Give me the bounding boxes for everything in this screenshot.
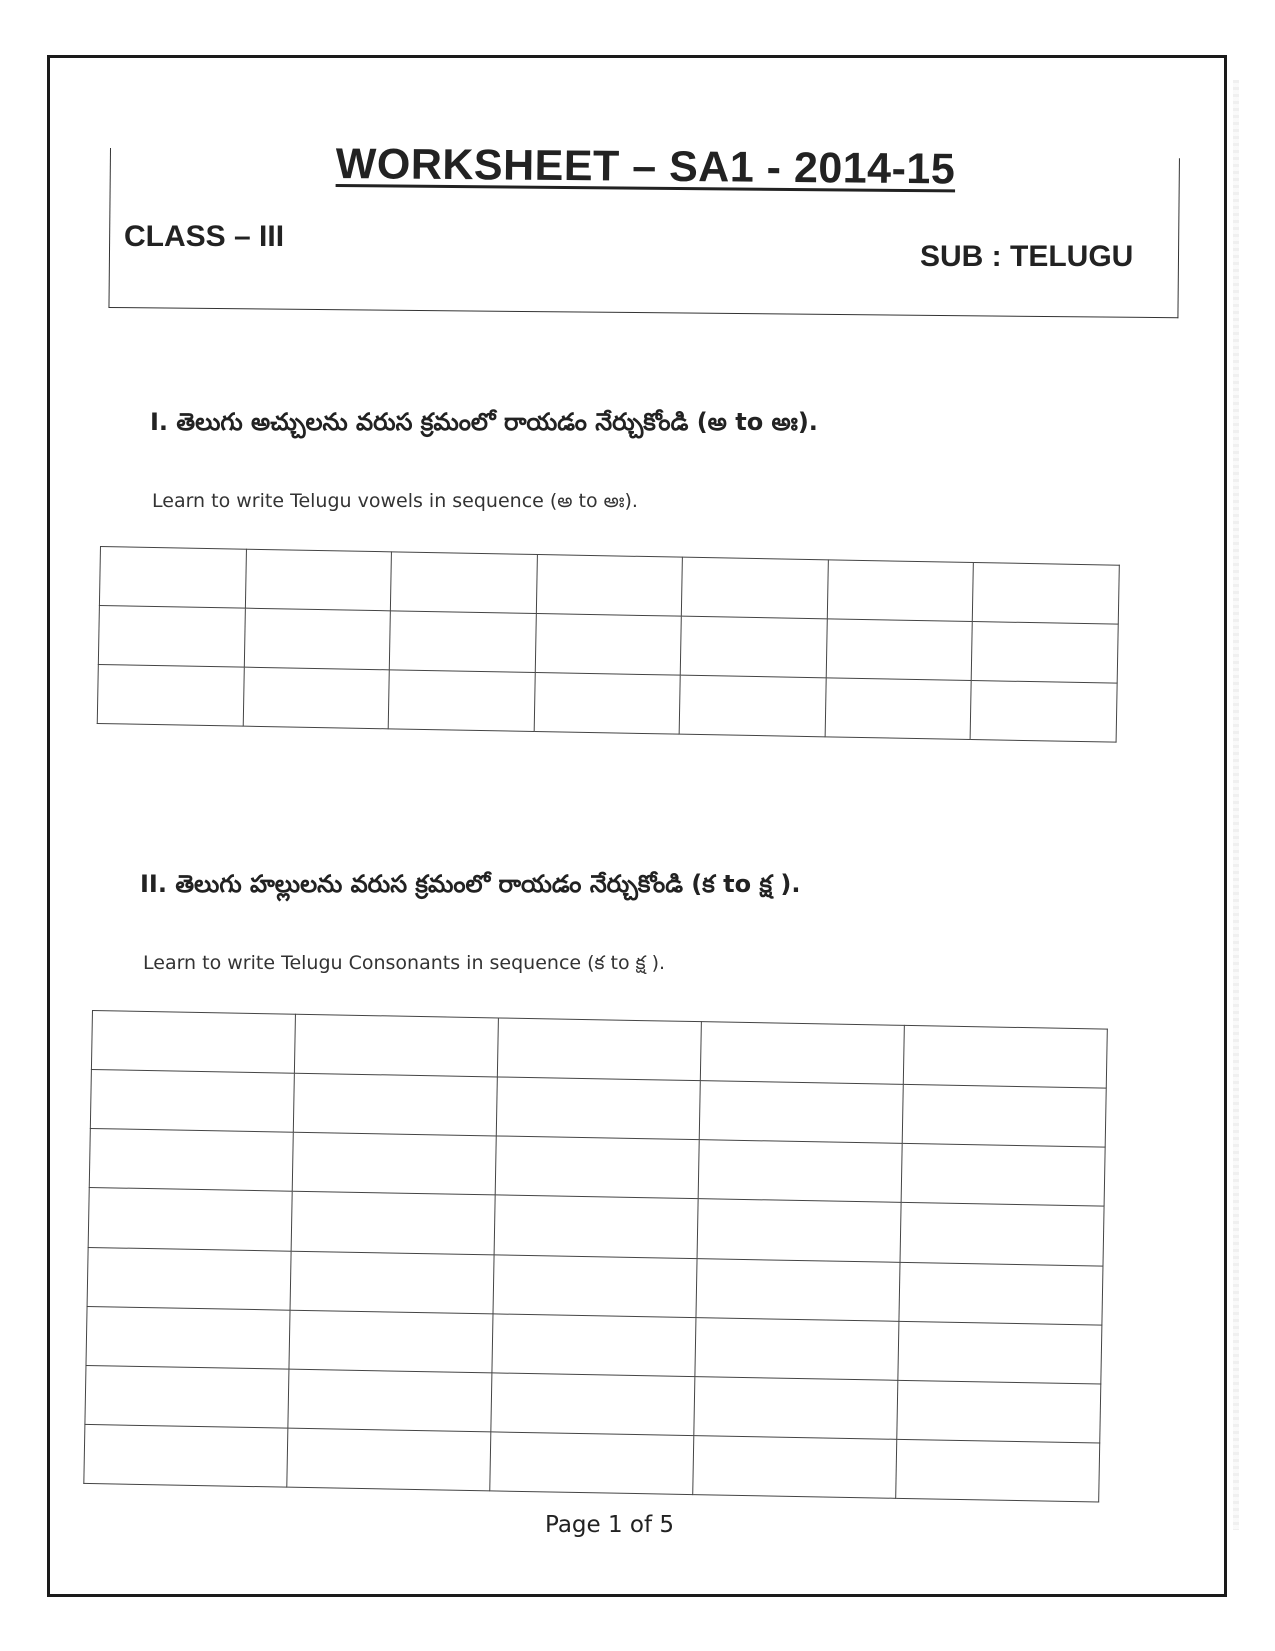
vowel-writing-cell[interactable] [827, 560, 974, 622]
vowel-writing-cell[interactable] [534, 672, 681, 734]
consonant-writing-cell[interactable] [292, 1132, 496, 1195]
vowel-writing-cell[interactable] [679, 675, 826, 737]
consonant-writing-cell[interactable] [696, 1258, 900, 1321]
consonant-writing-cell[interactable] [490, 1432, 694, 1495]
vowel-writing-cell[interactable] [97, 664, 244, 726]
section2-subtitle: Learn to write Telugu Consonants in sequence (క to క్ష ). [143, 952, 666, 974]
consonant-writing-cell[interactable] [897, 1380, 1101, 1443]
consonant-writing-cell[interactable] [492, 1314, 696, 1377]
consonant-writing-cell[interactable] [87, 1247, 291, 1310]
vowel-writing-cell[interactable] [970, 680, 1117, 742]
vowel-writing-cell[interactable] [536, 555, 683, 617]
consonants-writing-grid [83, 1010, 1108, 1503]
class-label: CLASS – III [124, 220, 285, 253]
consonant-writing-cell[interactable] [697, 1199, 901, 1262]
section2-heading: II. తెలుగు హల్లులను వరుస క్రమంలో రాయడం నేర్చుకోండి (క to క్ష ). [140, 870, 801, 898]
consonant-writing-cell[interactable] [493, 1254, 697, 1317]
vowel-writing-cell[interactable] [973, 563, 1120, 625]
vowel-writing-cell[interactable] [390, 552, 537, 614]
consonant-writing-cell[interactable] [88, 1188, 292, 1251]
consonant-writing-cell[interactable] [896, 1439, 1100, 1502]
vowel-writing-cell[interactable] [243, 667, 390, 729]
vowel-writing-cell[interactable] [680, 616, 827, 678]
consonant-writing-cell[interactable] [898, 1321, 1102, 1384]
vowel-writing-cell[interactable] [388, 670, 535, 732]
vowel-writing-cell[interactable] [245, 549, 392, 611]
consonant-writing-cell[interactable] [289, 1310, 493, 1373]
consonant-writing-cell[interactable] [84, 1424, 288, 1487]
consonant-writing-cell[interactable] [293, 1073, 497, 1136]
subject-label: SUB : TELUGU [920, 240, 1134, 273]
vowel-writing-cell[interactable] [972, 622, 1119, 684]
consonant-writing-cell[interactable] [695, 1317, 899, 1380]
vowel-writing-cell[interactable] [98, 605, 245, 667]
consonant-writing-cell[interactable] [91, 1011, 295, 1074]
consonant-writing-cell[interactable] [291, 1192, 495, 1255]
consonant-writing-cell[interactable] [699, 1081, 903, 1144]
page-number: Page 1 of 5 [545, 1512, 675, 1538]
scan-edge-artifact [1233, 80, 1239, 1530]
vowels-writing-grid [97, 546, 1120, 743]
consonant-writing-cell[interactable] [497, 1018, 701, 1081]
consonant-writing-cell[interactable] [698, 1140, 902, 1203]
consonant-writing-cell[interactable] [287, 1428, 491, 1491]
consonant-writing-cell[interactable] [694, 1376, 898, 1439]
consonant-writing-cell[interactable] [899, 1262, 1103, 1325]
consonant-writing-cell[interactable] [494, 1195, 698, 1258]
vowel-writing-cell[interactable] [535, 614, 682, 676]
consonant-writing-cell[interactable] [902, 1085, 1106, 1148]
consonant-writing-cell[interactable] [900, 1203, 1104, 1266]
consonant-writing-cell[interactable] [901, 1144, 1105, 1207]
vowel-writing-cell[interactable] [825, 678, 972, 740]
consonant-writing-cell[interactable] [290, 1251, 494, 1314]
consonant-writing-cell[interactable] [89, 1129, 293, 1192]
consonant-writing-cell[interactable] [90, 1070, 294, 1133]
consonant-writing-cell[interactable] [491, 1373, 695, 1436]
vowel-writing-cell[interactable] [244, 608, 391, 670]
vowel-writing-cell[interactable] [99, 547, 246, 609]
vowel-writing-cell[interactable] [826, 619, 973, 681]
consonant-writing-cell[interactable] [294, 1014, 498, 1077]
section1-subtitle: Learn to write Telugu vowels in sequence (అ to అః). [152, 490, 638, 512]
consonant-writing-cell[interactable] [86, 1306, 290, 1369]
vowel-writing-cell[interactable] [682, 557, 829, 619]
consonant-writing-cell[interactable] [693, 1435, 897, 1498]
worksheet-title: WORKSHEET – SA1 - 2014-15 [335, 140, 956, 194]
consonant-writing-cell[interactable] [288, 1369, 492, 1432]
consonant-writing-cell[interactable] [903, 1025, 1107, 1088]
vowel-writing-cell[interactable] [389, 611, 536, 673]
consonant-writing-cell[interactable] [85, 1365, 289, 1428]
consonant-writing-cell[interactable] [495, 1136, 699, 1199]
consonant-writing-cell[interactable] [496, 1077, 700, 1140]
consonant-writing-cell[interactable] [700, 1022, 904, 1085]
section1-heading: I. తెలుగు అచ్చులను వరుస క్రమంలో రాయడం నేర్చుకోండి (అ to అః). [150, 408, 818, 436]
